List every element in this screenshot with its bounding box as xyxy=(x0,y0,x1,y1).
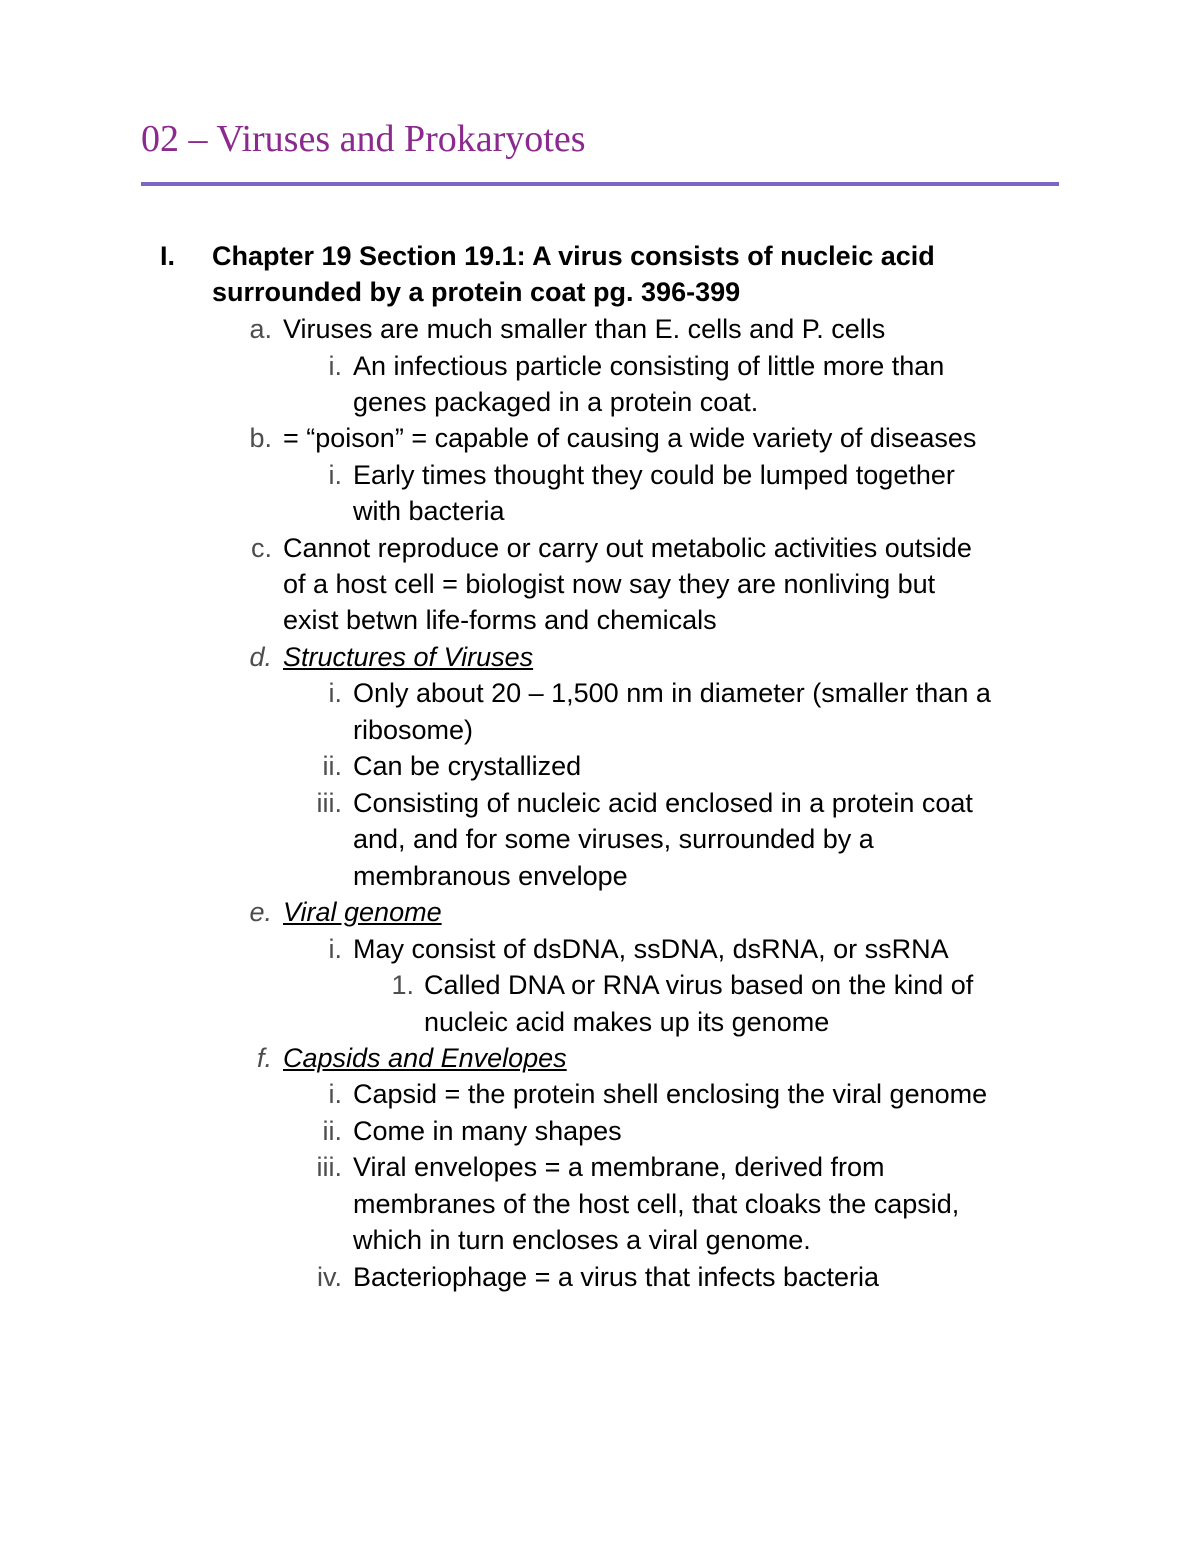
list-item: Called DNA or RNA virus based on the kind of xyxy=(424,970,974,1000)
list-item: membranous envelope xyxy=(353,861,628,891)
list-marker: i. xyxy=(328,460,342,490)
list-item: which in turn encloses a viral genome. xyxy=(353,1225,811,1255)
list-marker: iii. xyxy=(316,1152,342,1182)
list-item: Come in many shapes xyxy=(353,1116,622,1146)
title-underline-rule xyxy=(141,182,1059,186)
list-marker: i. xyxy=(328,351,342,381)
list-marker: iv. xyxy=(317,1262,342,1292)
list-marker: i. xyxy=(328,934,342,964)
list-item: Consisting of nucleic acid enclosed in a protein coat xyxy=(353,788,973,818)
list-marker: e. xyxy=(249,897,272,927)
list-item: of a host cell = biologist now say they are nonliving but xyxy=(283,569,936,599)
list-marker: a. xyxy=(249,314,272,344)
list-item: Bacteriophage = a virus that infects bacteria xyxy=(353,1262,880,1292)
list-item: Early times thought they could be lumped together xyxy=(353,460,955,490)
subsection-heading: Structures of Viruses xyxy=(283,642,534,672)
section-marker: I. xyxy=(160,241,176,271)
list-marker: b. xyxy=(249,423,272,453)
list-marker: f. xyxy=(256,1043,272,1073)
list-marker: 1. xyxy=(391,970,414,1000)
list-marker: i. xyxy=(328,1079,342,1109)
list-item: Viral envelopes = a membrane, derived from xyxy=(353,1152,885,1182)
list-marker: ii. xyxy=(322,1116,342,1146)
list-item: and, and for some viruses, surrounded by a xyxy=(353,824,874,854)
subsection-heading: Capsids and Envelopes xyxy=(283,1043,567,1073)
list-item: Capsid = the protein shell enclosing the viral genome xyxy=(353,1079,988,1109)
section-heading: surrounded by a protein coat pg. 396-399 xyxy=(212,277,741,307)
list-marker: d. xyxy=(249,642,272,672)
list-item: Viruses are much smaller than E. cells and P. cells xyxy=(283,314,886,344)
list-item: Can be crystallized xyxy=(353,751,582,781)
list-item: with bacteria xyxy=(353,496,505,526)
list-item: membranes of the host cell, that cloaks the capsid, xyxy=(353,1189,960,1219)
list-item: genes packaged in a protein coat. xyxy=(353,387,759,417)
section-heading: Chapter 19 Section 19.1: A virus consists of nucleic acid xyxy=(212,241,935,271)
list-item: Only about 20 – 1,500 nm in diameter (smaller than a xyxy=(353,678,991,708)
page-title: 02 – Viruses and Prokaryotes xyxy=(141,118,586,160)
list-marker: c. xyxy=(250,533,272,563)
list-item: = “poison” = capable of causing a wide variety of diseases xyxy=(283,423,977,453)
list-item: ribosome) xyxy=(353,715,474,745)
list-item: Cannot reproduce or carry out metabolic activities outside xyxy=(283,533,972,563)
list-item: exist betwn life-forms and chemicals xyxy=(283,605,717,635)
list-item: An infectious particle consisting of little more than xyxy=(353,351,945,381)
list-item: nucleic acid makes up its genome xyxy=(424,1007,830,1037)
subsection-heading: Viral genome xyxy=(283,897,442,927)
list-marker: i. xyxy=(328,678,342,708)
list-marker: ii. xyxy=(322,751,342,781)
list-marker: iii. xyxy=(316,788,342,818)
list-item: May consist of dsDNA, ssDNA, dsRNA, or ssRNA xyxy=(353,934,949,964)
